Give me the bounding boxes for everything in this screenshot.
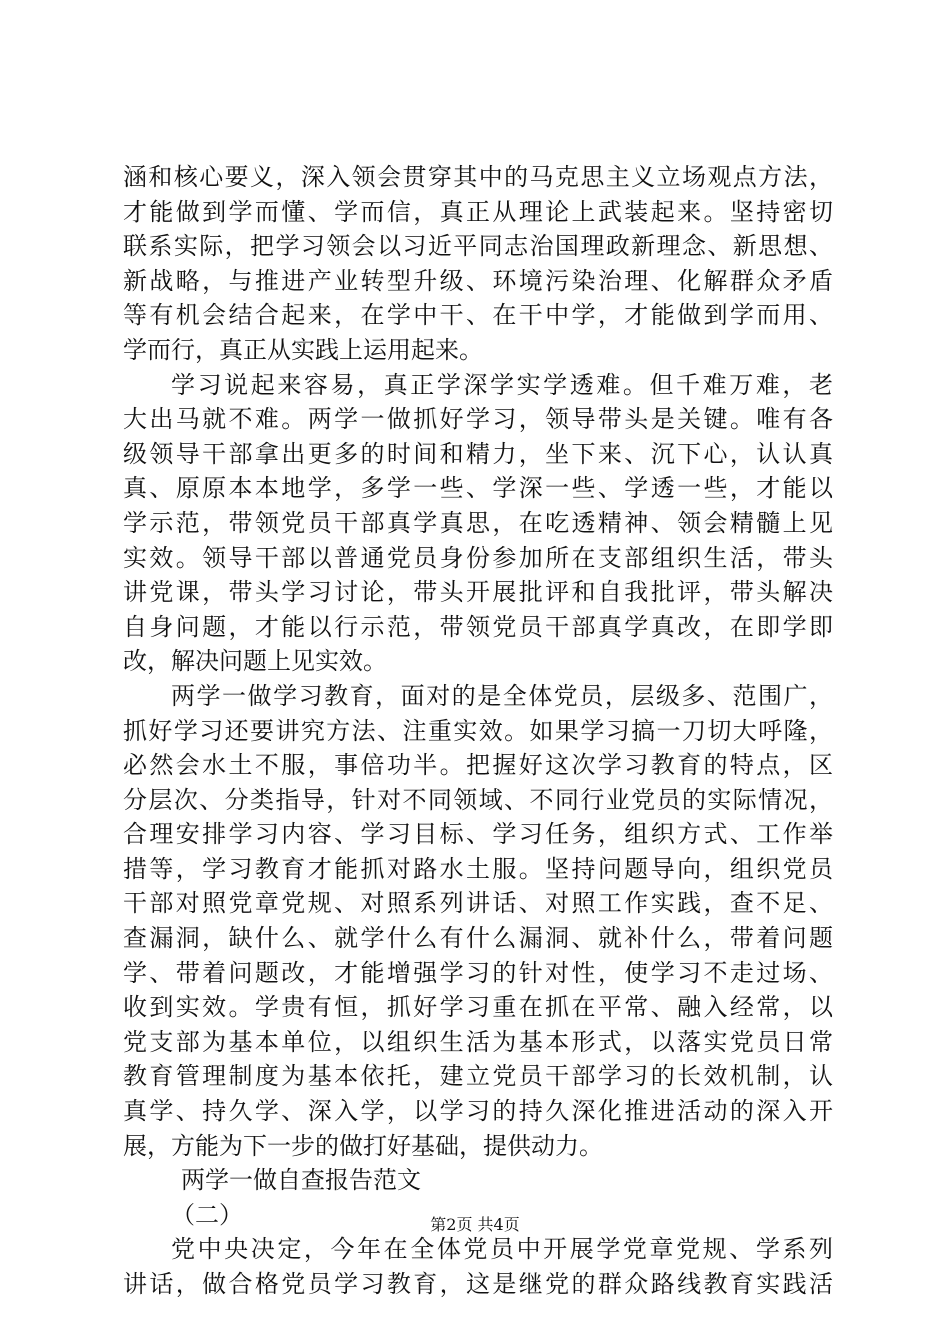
text-line: 才能做到学而懂、学而信，真正从理论上武装起来。坚持密切 — [123, 197, 833, 226]
document-body — [123, 160, 833, 1302]
text-line: 合理安排学习内容、学习目标、学习任务，组织方式、工作举 — [123, 820, 833, 849]
text-line: 两学一做学习教育，面对的是全体党员，层级多、范围广， — [171, 681, 833, 710]
text-line: 涵和核心要义，深入领会贯穿其中的马克思主义立场观点方法， — [123, 163, 833, 191]
text-line: 分层次、分类指导，针对不同领域、不同行业党员的实际情况， — [123, 785, 833, 814]
text-line: 大出马就不难。两学一做抓好学习，领导带头是关键。唯有各 — [123, 405, 833, 434]
text-line: 自身问题，才能以行示范，带领党员干部真学真改，在即学即 — [123, 612, 833, 641]
text-line: 真、原原本本地学，多学一些、学深一些、学透一些，才能以 — [123, 474, 833, 503]
text-line: 联系实际，把学习领会以习近平同志治国理政新理念、新思想、 — [123, 232, 833, 261]
text-line: 干部对照党章党规、对照系列讲话、对照工作实践，查不足、 — [123, 889, 833, 918]
text-line: 必然会水土不服，事倍功半。把握好这次学习教育的特点，区 — [123, 751, 833, 780]
text-line: 改，解决问题上见实效。 — [123, 647, 387, 676]
text-line: 党支部为基本单位，以组织生活为基本形式，以落实党员日常 — [123, 1027, 833, 1056]
page-footer: 第2页 共4页 — [430, 1215, 520, 1234]
text-line: 实效。领导干部以普通党员身份参加所在支部组织生活，带头 — [123, 543, 833, 572]
text-line: 学示范，带领党员干部真学真思，在吃透精神、领会精髓上见 — [123, 508, 833, 537]
text-line: 真学、持久学、深入学，以学习的持久深化推进活动的深入开 — [123, 1097, 833, 1126]
text-line: 学习说起来容易，真正学深学实学透难。但千难万难，老 — [171, 370, 833, 399]
text-line: 讲党课，带头学习讨论，带头开展批评和自我批评，带头解决 — [123, 578, 833, 607]
text-line: 收到实效。学贵有恒，抓好学习重在抓在平常、融入经常，以 — [123, 993, 833, 1022]
section-heading: 两学一做自查报告范文 — [181, 1166, 421, 1195]
text-line: 抓好学习还要讲究方法、注重实效。如果学习搞一刀切大呼隆， — [123, 716, 833, 745]
text-line: 等有机会结合起来，在学中干、在干中学，才能做到学而用、 — [123, 301, 833, 330]
text-line: 措等，学习教育才能抓对路水土服。坚持问题导向，组织党员 — [123, 854, 833, 883]
text-line: 教育管理制度为基本依托，建立党员干部学习的长效机制，认 — [123, 1062, 833, 1091]
text-line: 讲话，做合格党员学习教育，这是继党的群众路线教育实践活 — [123, 1270, 833, 1298]
section-number: （二） — [171, 1200, 243, 1229]
text-line: 查漏洞，缺什么、就学什么有什么漏洞、就补什么，带着问题 — [123, 924, 833, 953]
text-line: 展，方能为下一步的做打好基础，提供动力。 — [123, 1131, 603, 1160]
text-line: 党中央决定，今年在全体党员中开展学党章党规、学系列 — [171, 1235, 833, 1264]
text-line: 级领导干部拿出更多的时间和精力，坐下来、沉下心，认认真 — [123, 439, 833, 468]
text-line: 学、带着问题改，才能增强学习的针对性，使学习不走过场、 — [123, 958, 833, 987]
text-line: 学而行，真正从实践上运用起来。 — [123, 335, 483, 364]
text-line: 新战略，与推进产业转型升级、环境污染治理、化解群众矛盾 — [123, 266, 833, 295]
